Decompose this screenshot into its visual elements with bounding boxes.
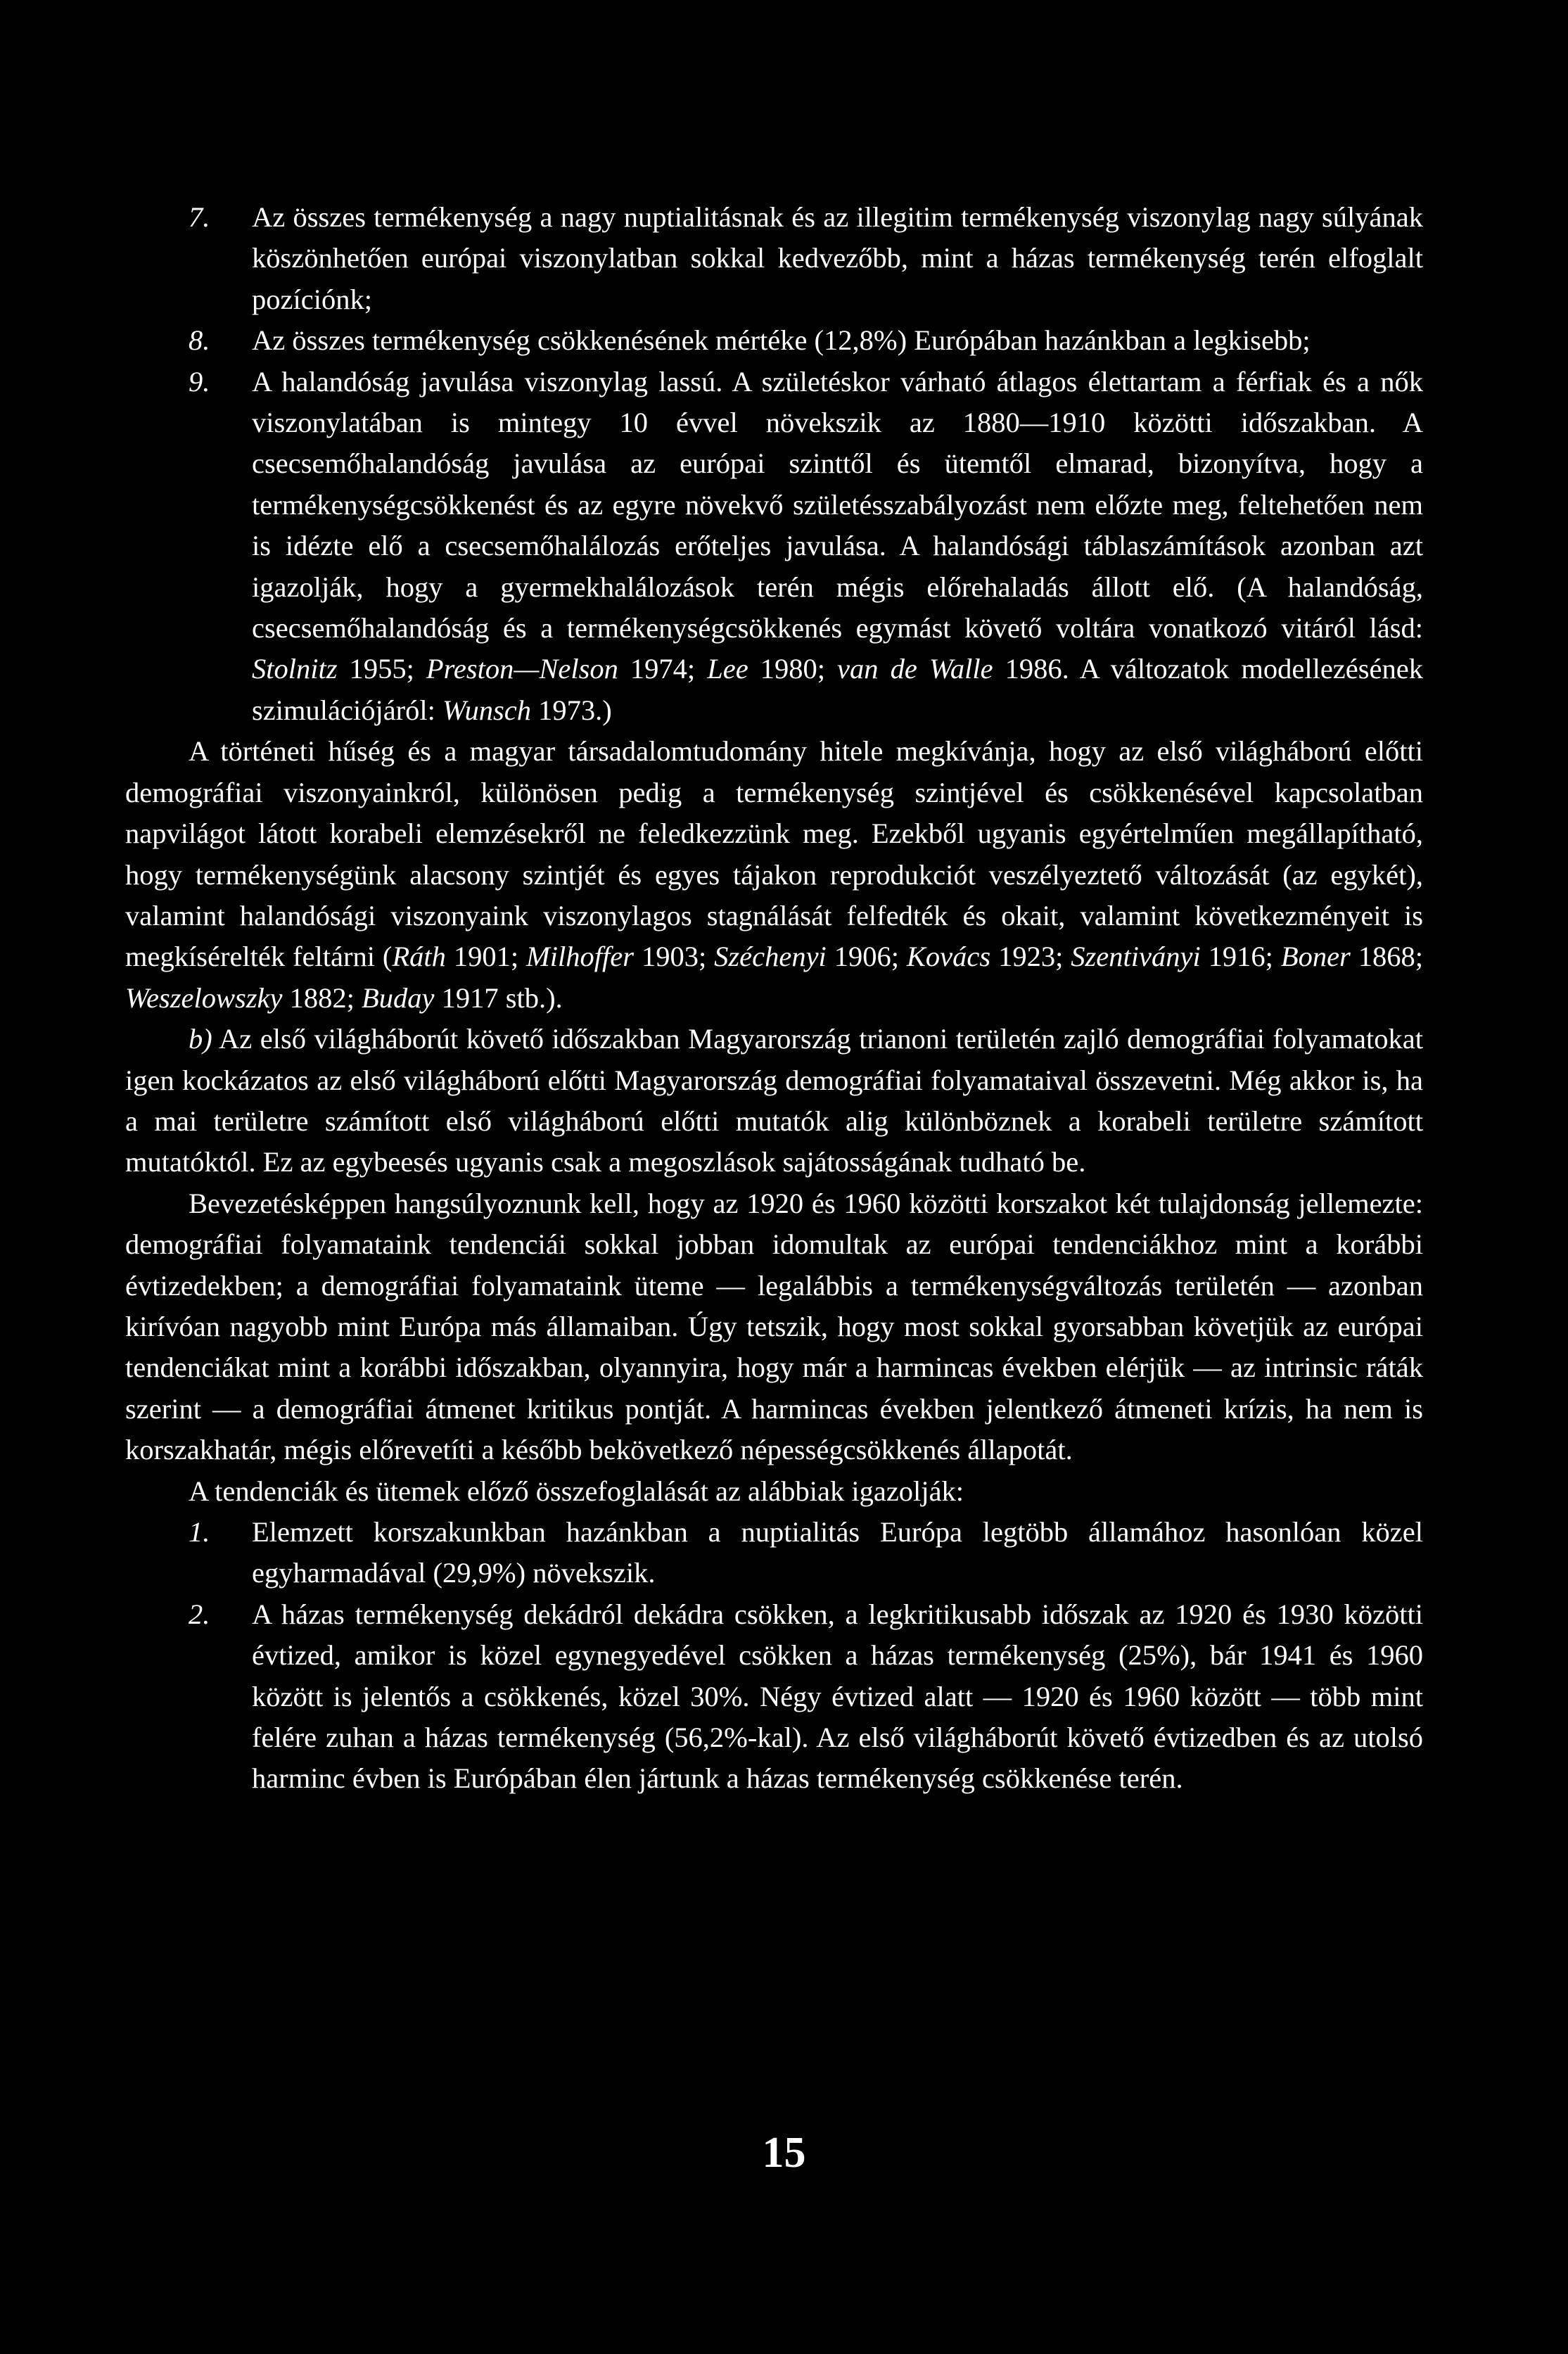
- list-item-text: A házas termékenység dekádról dekádra csökken, a legkritikusabb időszak az 1920 és 1930 közötti évtized, amikor is közel egynegyedével csökken a házas termékenység (25%), bár 1941 és 1960 között is jelentős a csökkenés, közel 30%. Négy évtized alatt — 1920 és 1960 között — több mint felére zuhan a házas termékenység (56,2%-kal). Az első világháborút követő évtizedben és az utolsó harminc évben is Európában élen jártunk a házas termékenység csökkenése terén.: [252, 1598, 1423, 1795]
- paragraph: [125, 1183, 1423, 1471]
- citation-author: Kovács: [906, 941, 991, 973]
- citation-author: Milhoffer: [526, 941, 635, 973]
- citation-author: Szentiványi: [1071, 941, 1201, 973]
- citation-author: Wunsch: [442, 694, 532, 726]
- citation-text: 1917 stb.).: [434, 981, 563, 1014]
- paragraph: [125, 1019, 1423, 1183]
- citation-author: Buday: [362, 981, 435, 1014]
- paragraph-text: A történeti hűség és a magyar társadalomtudomány hitele megkívánja, hogy az első világháború előtti demográfiai viszonyainkról, különösen pedig a termékenység szintjével és csökkenésével kapcsolatban napvilágot látott korabeli elemzésekről ne feledkezzünk meg. Ezekből ugyanis egyértelműen megállapítható, hogy termékenységünk alacsony szintjét és egyes tájakon reprodukciót veszélyeztető változását (az egykét), valamint halandósági viszonyaink viszonylagos stagnálását felfedték és okait, valamint következményeit is megkísérelték feltárni (: [125, 735, 1423, 973]
- list-item: [125, 1512, 1423, 1594]
- citation-author: Széchenyi: [714, 941, 827, 973]
- citation-author: Lee: [707, 653, 748, 685]
- list-item: [125, 362, 1423, 732]
- list-item: [125, 320, 1423, 361]
- list-item-number: 8.: [189, 324, 210, 357]
- list-item-text: Az összes termékenység csökkenésének mértéke (12,8%) Európában hazánkban a legkisebb;: [252, 324, 1311, 357]
- citation-text: 1906;: [826, 941, 907, 973]
- list-item-text: Elemzett korszakunkban hazánkban a nuptialitás Európa legtöbb államához hasonlóan közel egyharmadával (29,9%) növekszik.: [252, 1516, 1423, 1589]
- citation-text: 1986. A változatok modellezésének szimulációjáról:: [252, 653, 1423, 726]
- section-label: b): [189, 1023, 212, 1055]
- paragraph-text: A tendenciák és ütemek előző összefoglalását az alábbiak igazolják:: [189, 1475, 964, 1507]
- citation-text: 1868;: [1350, 941, 1423, 973]
- paragraph: [125, 1471, 1423, 1512]
- citation-author: Preston—Nelson: [426, 653, 618, 685]
- citation-text: 1923;: [990, 941, 1071, 973]
- citation-text: 1903;: [634, 941, 715, 973]
- citation-author: van de Walle: [837, 653, 993, 685]
- citation-text: 1980;: [748, 653, 838, 685]
- list-item-number: 1.: [189, 1516, 210, 1548]
- list-item-number: 9.: [189, 365, 210, 397]
- citation-author: Ráth: [392, 941, 446, 973]
- list-item-text: A halandóság javulása viszonylag lassú. A születéskor várható átlagos élettartam a férfiak és a nők viszonylatában is mintegy 10 évvel növekszik az 1880—1910 közötti időszakban. A csecsemőhalandóság javulása az európai szinttől és ütemtől elmarad, bizonyítva, hogy a termékenységcsökkenést és az egyre növekvő születésszabályozást nem előzte meg, feltehetően nem is idézte elő a csecsemőhalálozás erőteljes javulása. A halandósági táblaszámítások azonban azt igazolják, hogy a gyermekhalálozások terén mégis előrehaladás állott elő. (A halandóság, csecsemőhalandóság és a termékenységcsökkenés egymást követő voltára vonatkozó vitáról lásd:: [252, 365, 1423, 644]
- paragraph-text: Az első világháborút követő időszakban Magyarország trianoni területén zajló demográfiai folyamatokat igen kockázatos az első világháború előtti Magyarország demográfiai folyamataival összevetni. Még akkor is, ha a mai területre számított első világháború előtti mutatók alig különböznek a korabeli területre számított mutatóktól. Ez az egybeesés ugyanis csak a megoszlások sajátosságának tudható be.: [125, 1023, 1424, 1178]
- list-item: [125, 197, 1423, 320]
- list-item-text: Az összes termékenység a nagy nuptialitásnak és az illegitim termékenység viszonylag nagy súlyának köszönhetően európai viszonylatban sokkal kedvezőbb, mint a házas termékenység terén elfoglalt pozíciónk;: [252, 201, 1423, 315]
- page-number: 15: [762, 2129, 806, 2177]
- citation-text: 1973.): [531, 694, 612, 726]
- citation-text: 1955;: [337, 653, 426, 685]
- paragraph-text: Bevezetésképpen hangsúlyoznunk kell, hogy az 1920 és 1960 közötti korszakot két tulajdonság jellemezte: demográfiai folyamataink tendenciái sokkal jobban idomultak az európai tendenciákhoz mint a korábbi évtizedekben; a demográfiai folyamataink üteme — legalábbis a termékenységváltozás területén — azonban kirívóan nagyobb mint Európa más államaiban. Úgy tetszik, hogy most sokkal gyorsabban követjük az európai tendenciákat mint a korábbi időszakban, olyannyira, hogy már a harmincas években elérjük — az intrinsic ráták szerint — a demográfiai átmenet kritikus pontját. A harmincas években jelentkező átmeneti krízis, ha nem is korszakhatár, mégis előrevetíti a később bekövetkező népességcsökkenés állapotát.: [125, 1187, 1423, 1466]
- citation-author: Boner: [1280, 941, 1351, 973]
- list-item: [125, 1594, 1423, 1800]
- citation-text: 1901;: [445, 941, 527, 973]
- citation-author: Stolnitz: [252, 653, 338, 685]
- citation-text: 1974;: [618, 653, 708, 685]
- citation-text: 1882;: [282, 981, 362, 1014]
- paragraph: [125, 731, 1423, 1019]
- list-item-number: 7.: [189, 201, 210, 233]
- citation-author: Weszelowszky: [125, 981, 283, 1014]
- citation-text: 1916;: [1200, 941, 1281, 973]
- list-item-number: 2.: [189, 1598, 210, 1630]
- page-body: [125, 197, 1423, 1800]
